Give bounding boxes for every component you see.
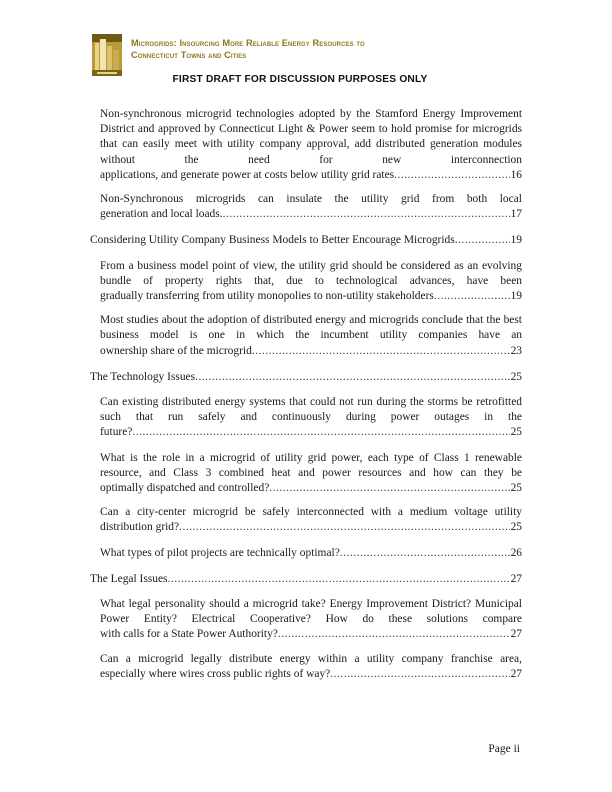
toc-entry-title: Considering Utility Company Business Models to Better Encourage Microgrids <box>90 234 455 247</box>
toc-entry[interactable] <box>100 395 522 441</box>
toc-entry-text: What is the role in a microgrid of utility grid power, each type of Class 1 renewable resource, and Class 3 combined heat and power resources and how can they be <box>100 451 522 479</box>
toc-leader-dots <box>269 481 509 496</box>
toc-entry-title: generation and local loads. <box>100 208 223 221</box>
toc-page-number: 25 <box>510 370 522 383</box>
toc-leader-dots <box>179 520 509 535</box>
toc-leader-dots <box>455 233 510 248</box>
toc-page-number: 19 <box>510 290 522 303</box>
toc-entry-text: From a business model point of view, the utility grid should be considered as an evolving bundle of property rights that, due to technological advances, have been <box>100 259 522 287</box>
toc-entry[interactable] <box>90 572 522 587</box>
toc-page-number: 26 <box>510 546 522 559</box>
toc-entry[interactable] <box>100 107 522 183</box>
toc-leader-dots <box>340 546 510 561</box>
toc-entry[interactable] <box>100 505 522 535</box>
toc-leader-dots <box>434 289 510 304</box>
toc-entry[interactable] <box>100 259 522 305</box>
toc-entry[interactable] <box>100 192 522 222</box>
toc-entry-title: future? <box>100 426 133 439</box>
toc-leader-dots <box>278 627 510 642</box>
toc-entry[interactable] <box>100 652 522 682</box>
toc-leader-dots <box>252 344 510 359</box>
toc-entry[interactable] <box>90 233 522 248</box>
toc-page-number: 27 <box>510 628 522 641</box>
toc-leader-dots <box>330 667 509 682</box>
document-header-title <box>131 37 511 61</box>
page-number: Page ii <box>488 743 520 755</box>
toc-entry-title: applications, and generate power at costs below utility grid rates <box>100 168 395 181</box>
toc-leader-dots <box>394 168 509 183</box>
toc-leader-dots <box>195 370 509 385</box>
toc-entry[interactable] <box>100 546 522 561</box>
toc-entry-title: The Legal Issues <box>90 572 168 585</box>
toc-page-number: 25 <box>510 521 522 534</box>
toc-entry[interactable] <box>100 313 522 359</box>
toc-entry-title: What types of pilot projects are technically optimal? <box>100 546 340 559</box>
toc-page-number: 25 <box>510 482 522 495</box>
toc-entry-title: gradually transferring from utility monopolies to non-utility stakeholders <box>100 290 434 303</box>
table-of-contents <box>90 107 522 682</box>
toc-page-number: 23 <box>510 344 522 357</box>
header-title-line1: Microgrids: Insourcing More Reliable Energy Resources to <box>131 38 365 48</box>
toc-entry-title: The Technology Issues <box>90 370 196 383</box>
toc-entry-text: Can a city-center microgrid be safely interconnected with a medium voltage utility <box>100 506 522 519</box>
toc-entry[interactable] <box>90 370 522 385</box>
toc-leader-dots <box>168 572 510 587</box>
toc-entry[interactable] <box>100 451 522 497</box>
toc-page-number: 27 <box>510 572 522 585</box>
toc-entry-title: ownership share of the microgrid <box>100 344 252 357</box>
toc-page-number: 25 <box>510 426 522 439</box>
building-logo-icon <box>92 34 122 76</box>
header-title-line2: Connecticut Towns and Cities <box>131 50 247 60</box>
toc-page-number: 17 <box>510 208 522 221</box>
toc-page-number: 16 <box>510 168 522 181</box>
toc-entry-text: Non-Synchronous microgrids can insulate the utility grid from both local <box>100 193 522 206</box>
toc-page-number: 27 <box>510 667 522 680</box>
toc-entry[interactable] <box>100 597 522 643</box>
toc-entry-text: What legal personality should a microgrid take? Energy Improvement District? Municipal Power Entity? Electrical Cooperative? How do these solutions compare <box>100 598 522 626</box>
toc-entry-title: distribution grid? <box>100 521 180 534</box>
toc-entry-title: with calls for a State Power Authority? <box>100 628 278 641</box>
toc-entry-title: optimally dispatched and controlled? <box>100 482 270 495</box>
toc-leader-dots <box>132 425 509 440</box>
draft-notice: FIRST DRAFT FOR DISCUSSION PURPOSES ONLY <box>172 74 428 85</box>
toc-entry-text: Can a microgrid legally distribute energy within a utility company franchise area, <box>100 652 522 665</box>
toc-entry-text: Non-synchronous microgrid technologies adopted by the Stamford Energy Improvement District and approved by Connecticut Light & Power seem to hold promise for microgrids that can easily meet with utility company approval, add distributed generation modules without the need for new interconnection <box>100 108 522 166</box>
toc-entry-text: Most studies about the adoption of distributed energy and microgrids conclude that the best business model is one in which the incumbent utility companies have an <box>100 314 522 342</box>
toc-page-number: 19 <box>510 234 522 247</box>
toc-leader-dots <box>223 207 510 222</box>
toc-entry-title: especially where wires cross public rights of way? <box>100 667 331 680</box>
toc-entry-text: Can existing distributed energy systems that could not run during the storms be retrofitted such that run safely and continuously during power outages in the <box>100 396 522 424</box>
